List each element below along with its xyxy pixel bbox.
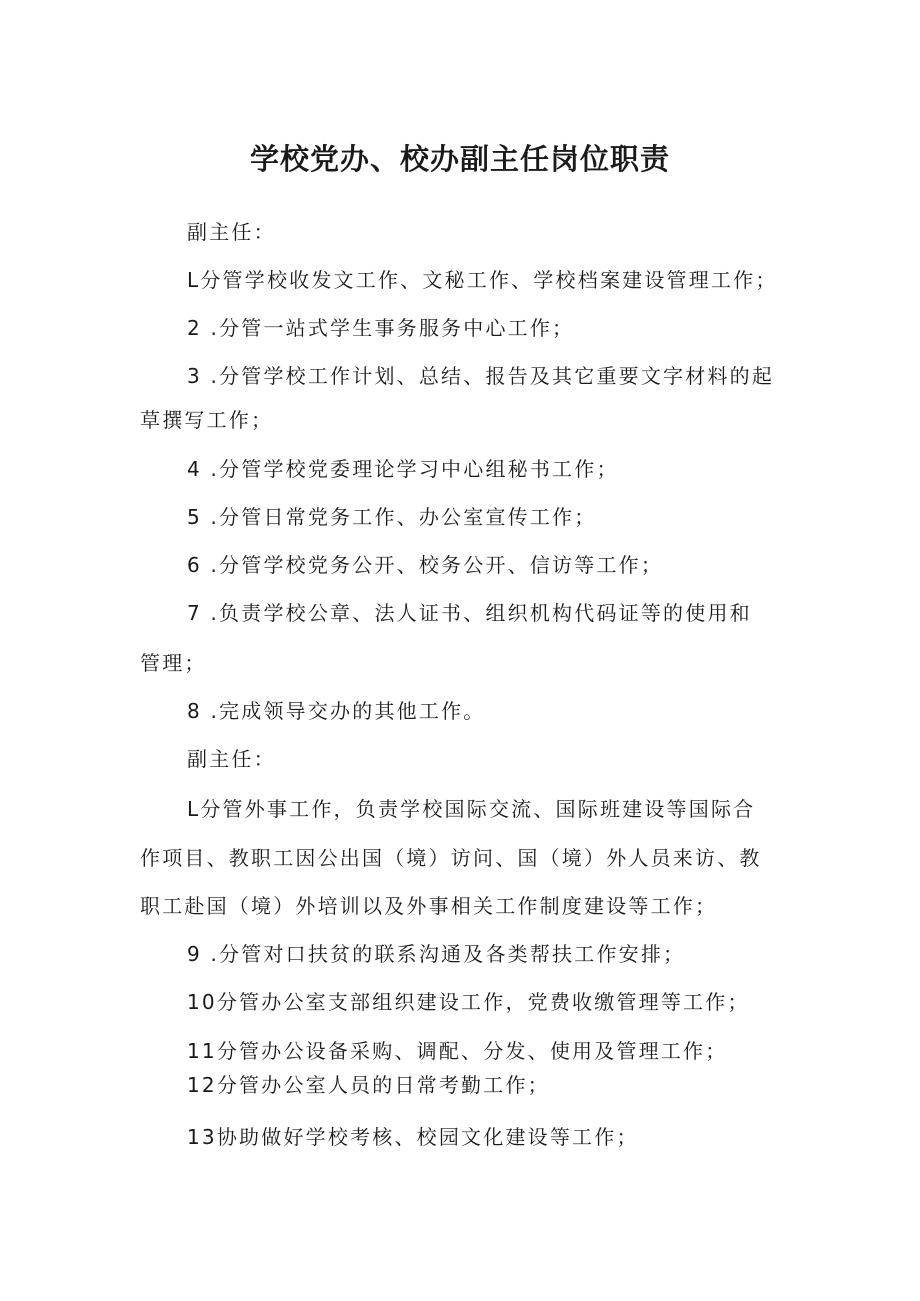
duty-item-6: 6 .分管学校党务公开、校务公开、信访等工作； [187, 553, 664, 577]
duty-item-b1: L分管外事工作，负责学校国际交流、国际班建设等国际合 [187, 797, 756, 821]
duty-item-3-continued: 草撰写工作； [140, 408, 274, 432]
document-title: 学校党办、校办副主任岗位职责 [249, 142, 670, 176]
duty-item-1: L分管学校收发文工作、文秘工作、学校档案建设管理工作； [187, 268, 778, 292]
duty-item-13: 13协助做好学校考核、校园文化建设等工作； [187, 1125, 639, 1149]
duty-item-4: 4 .分管学校党委理论学习中心组秘书工作； [187, 457, 619, 481]
duty-item-b1-continued-1: 作项目、教职工因公出国（境）访问、国（境）外人员来访、教 [140, 846, 762, 870]
duty-item-3: 3 .分管学校工作计划、总结、报告及其它重要文字材料的起 [187, 364, 775, 388]
section-heading-deputy-director-1: 副主任： [187, 220, 276, 244]
section-heading-deputy-director-2: 副主任： [187, 747, 276, 771]
duty-item-11: 11分管办公设备采购、调配、分发、使用及管理工作； [187, 1039, 728, 1063]
duty-item-12: 12分管办公室人员的日常考勤工作； [187, 1073, 550, 1097]
duty-item-7: 7 .负责学校公章、法人证书、组织机构代码证等的使用和 [187, 601, 752, 625]
duty-item-2: 2 .分管一站式学生事务服务中心工作； [187, 316, 575, 340]
duty-item-10: 10分管办公室支部组织建设工作，党费收缴管理等工作； [187, 990, 750, 1014]
duty-item-7-continued: 管理； [140, 651, 207, 675]
duty-item-b1-continued-2: 职工赴国（境）外培训以及外事相关工作制度建设等工作； [140, 894, 718, 918]
duty-item-5: 5 .分管日常党务工作、办公室宣传工作； [187, 505, 597, 529]
duty-item-9: 9 .分管对口扶贫的联系沟通及各类帮扶工作安排； [187, 942, 686, 966]
duty-item-8: 8 .完成领导交办的其他工作。 [187, 699, 486, 723]
